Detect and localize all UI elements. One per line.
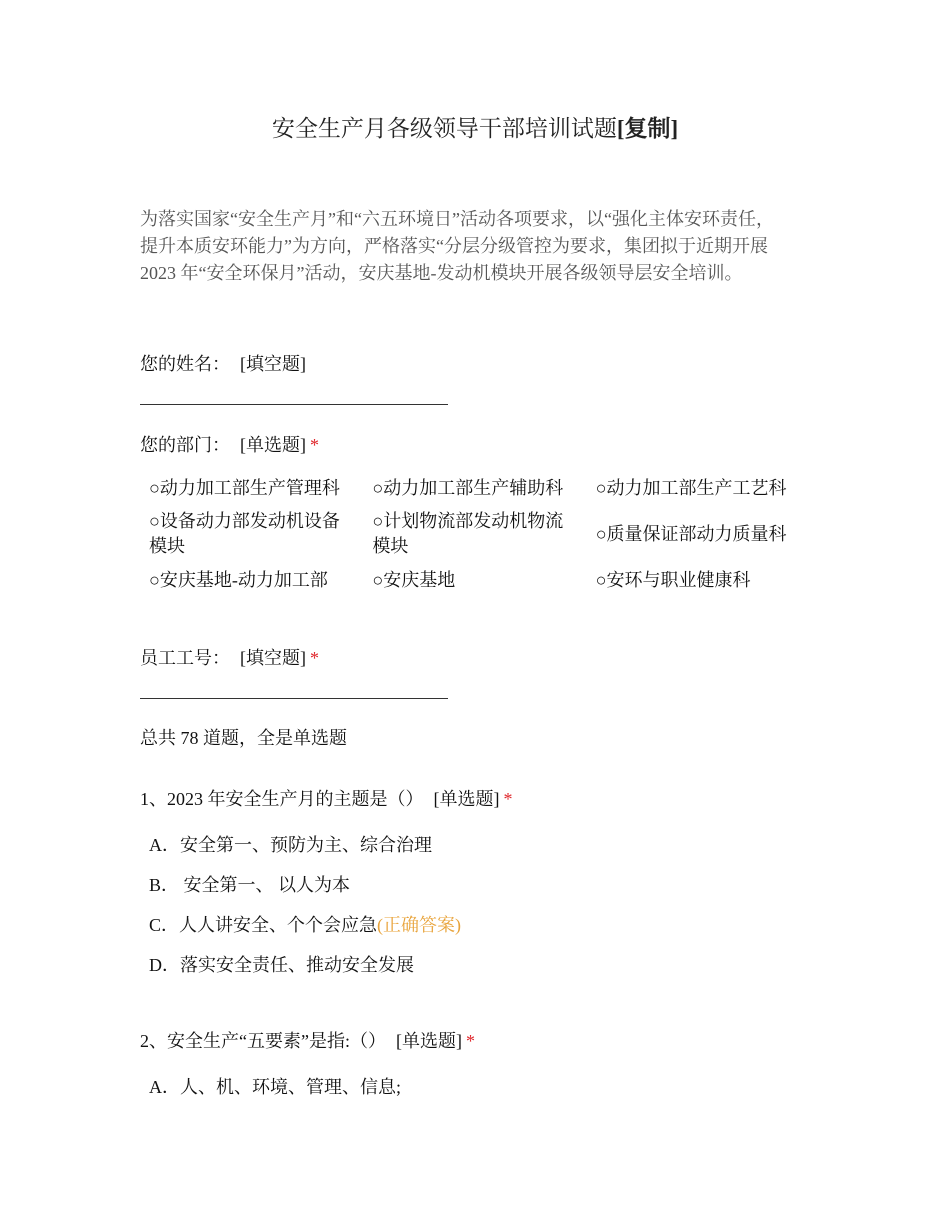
question-type: [单选题] [433,789,500,809]
question-1-option-a[interactable]: A．安全第一、预防为主、综合治理 [149,835,432,855]
question-type: [填空题] [240,354,306,374]
copy-tag: [复制] [616,116,679,141]
department-options [149,472,819,596]
department-option[interactable]: ○质量保证部动力质量科 [595,523,787,544]
department-option[interactable]: ○动力加工部生产工艺科 [595,477,787,498]
required-mark: * [503,789,513,809]
question-2-option-a[interactable]: A．人、机、环境、管理、信息; [149,1077,401,1097]
employee-id-input[interactable] [140,698,448,699]
intro-line: 2023 年“安全环保月”活动，安庆基地-发动机模块开展各级领导层安全培训。 [140,263,743,283]
question-2-label: 2、安全生产“五要素”是指:（） [单选题] * [140,1031,475,1051]
department-option[interactable]: ○安庆基地 [372,569,456,590]
department-option[interactable]: ○计划物流部发动机物流模块 [372,511,564,556]
employee-id-question-label: 员工工号： [填空题] * [140,648,319,668]
question-1-option-c[interactable]: C．人人讲安全、个个会应急(正确答案) [149,915,462,935]
intro-line: 提升本质安环能力”为方向，严格落实“分层分级管控为要求，集团拟于近期开展 [140,236,768,256]
question-1-label: 1、2023 年安全生产月的主题是（） [单选题] * [140,789,513,809]
quiz-summary: 总共 78 道题，全是单选题 [140,728,347,748]
question-1-option-d[interactable]: D．落实安全责任、推动安全发展 [149,955,414,975]
department-option[interactable]: ○安环与职业健康科 [595,569,751,590]
required-mark: * [465,1031,475,1051]
question-type: [填空题] [240,648,306,668]
department-option[interactable]: ○安庆基地-动力加工部 [149,569,328,590]
question-type: [单选题] [240,435,306,455]
department-option[interactable]: ○动力加工部生产辅助科 [372,477,564,498]
department-question-label: 您的部门： [单选题] * [140,435,319,455]
page-title: 安全生产月各级领导干部培训试题[复制] [271,116,679,141]
question-type: [单选题] [395,1031,462,1051]
required-mark: * [310,435,319,455]
name-question-label: 您的姓名： [填空题] [140,354,306,374]
required-mark: * [310,648,319,668]
intro-text [140,206,800,287]
question-1-option-b[interactable]: B． 安全第一、 以人为本 [149,875,351,895]
department-option[interactable]: ○设备动力部发动机设备模块 [149,511,340,556]
intro-line: 为落实国家“安全生产月”和“六五环境日”活动各项要求，以“强化主体安环责任， [140,209,774,229]
name-input[interactable] [140,404,448,405]
department-option[interactable]: ○动力加工部生产管理科 [149,477,340,498]
correct-answer-note: (正确答案) [377,915,462,935]
